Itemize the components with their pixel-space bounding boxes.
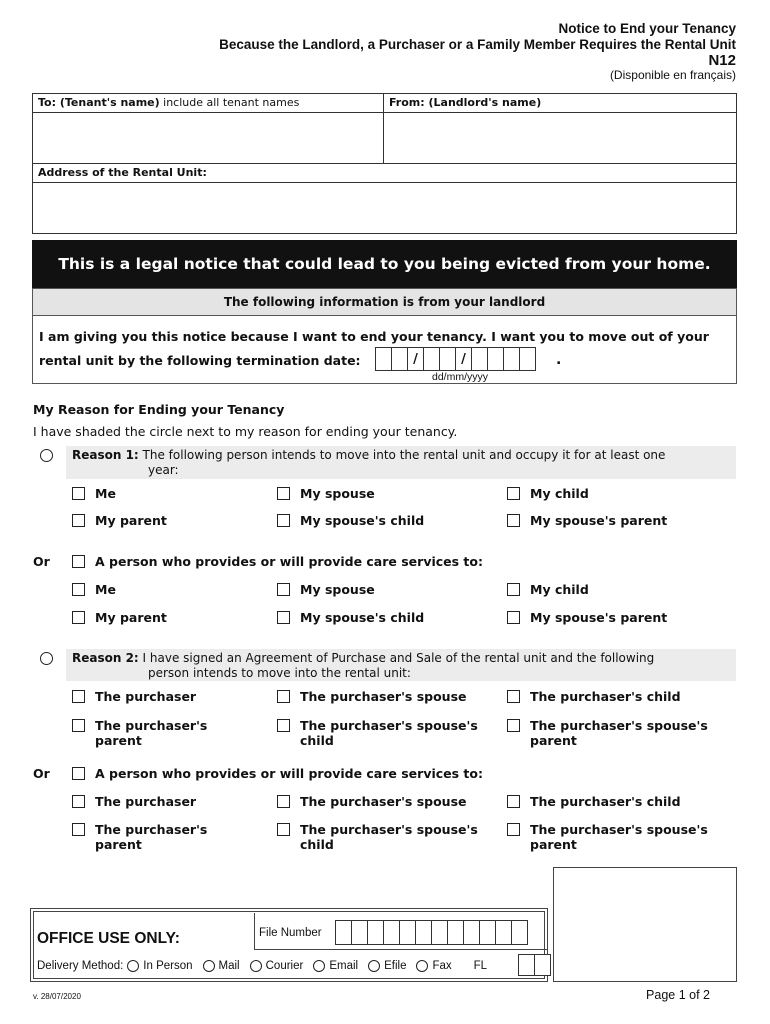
r1-care-option[interactable]: [72, 554, 483, 569]
delivery-label: Delivery Method:: [37, 960, 124, 972]
delivery-option-label: Email: [329, 960, 359, 972]
option-label: My spouse: [300, 486, 375, 501]
reason-1-text: [72, 448, 665, 463]
file-number-cell[interactable]: [511, 920, 528, 945]
r1-option-parent[interactable]: [72, 513, 167, 528]
option-label-line: parent: [95, 837, 142, 852]
option-label: The purchaser's child: [530, 689, 681, 704]
to-label-bold: To: (Tenant's name): [38, 96, 160, 109]
option-label-line: The purchaser's: [95, 822, 208, 837]
checkbox[interactable]: [72, 823, 85, 836]
option-label: My child: [530, 486, 589, 501]
date-slash: /: [407, 347, 424, 371]
option-label: Me: [95, 486, 116, 501]
file-number-cell[interactable]: [399, 920, 416, 945]
checkbox[interactable]: [277, 719, 290, 732]
reasons-subtitle: I have shaded the circle next to my reason for ending your tenancy.: [33, 424, 458, 439]
info-bar: The following information is from your landlord: [32, 288, 737, 316]
r2-option-spouse-child[interactable]: [277, 718, 478, 748]
reason-1-line-1: The following person intends to move into the rental unit and occupy it for at least one: [138, 448, 666, 462]
fl-field[interactable]: [518, 954, 550, 976]
date-cell[interactable]: [423, 347, 440, 371]
checkbox[interactable]: [277, 514, 290, 527]
r1-care-me[interactable]: [72, 582, 116, 597]
date-cell[interactable]: [391, 347, 408, 371]
checkbox[interactable]: [72, 795, 85, 808]
checkbox[interactable]: [72, 719, 85, 732]
checkbox[interactable]: [507, 823, 520, 836]
option-label-line: child: [300, 837, 334, 852]
date-cell[interactable]: [519, 347, 536, 371]
r1-option-child[interactable]: [507, 486, 589, 501]
r1-care-spouse[interactable]: [277, 582, 375, 597]
checkbox[interactable]: [277, 823, 290, 836]
checkbox[interactable]: [277, 611, 290, 624]
r1-option-spouse[interactable]: [277, 486, 375, 501]
reason-2-line-2: person intends to move into the rental unit:: [148, 666, 411, 680]
option-label: My spouse's parent: [530, 513, 668, 528]
file-number-cell[interactable]: [383, 920, 400, 945]
reason-1-label: Reason 1:: [72, 448, 139, 462]
r1-option-me[interactable]: [72, 486, 116, 501]
file-number-cell[interactable]: [463, 920, 480, 945]
file-number-cell[interactable]: [447, 920, 464, 945]
fl-label: FL: [473, 960, 488, 972]
checkbox[interactable]: [277, 690, 290, 703]
legal-notice-banner: This is a legal notice that could lead to you being evicted from your home.: [32, 240, 737, 288]
option-label: My spouse: [300, 582, 375, 597]
r2-option-spouse-parent[interactable]: [507, 718, 708, 748]
reason-2-line-1: I have signed an Agreement of Purchase and Sale of the rental unit and the following: [138, 651, 655, 665]
parties-box: [32, 93, 737, 164]
to-label: [38, 96, 299, 109]
checkbox[interactable]: [72, 555, 85, 568]
r2-option-purchaser-child[interactable]: [507, 689, 681, 704]
reason-1-line-2: year:: [148, 463, 179, 477]
option-label-line: parent: [95, 733, 142, 748]
from-label: From: (Landlord's name): [389, 96, 542, 109]
page-number: Page 1 of 2: [646, 988, 710, 1002]
file-number-cell[interactable]: [431, 920, 448, 945]
file-number-cell[interactable]: [415, 920, 432, 945]
form-code: N12: [708, 52, 736, 69]
file-number-field[interactable]: [335, 920, 527, 945]
option-label: A person who provides or will provide care services to:: [95, 766, 483, 781]
option-label-line: child: [300, 733, 334, 748]
r2-care-purchaser[interactable]: [72, 794, 196, 809]
address-label: Address of the Rental Unit:: [38, 166, 207, 179]
checkbox[interactable]: [277, 487, 290, 500]
option-label: My spouse's child: [300, 610, 425, 625]
office-use-title: OFFICE USE ONLY:: [37, 930, 180, 947]
r2-care-purchaser-spouse[interactable]: [277, 794, 467, 809]
r2-care-purchaser-child[interactable]: [507, 794, 681, 809]
date-slash: /: [455, 347, 472, 371]
r1-care-child[interactable]: [507, 582, 589, 597]
file-number-cell[interactable]: [367, 920, 384, 945]
option-label-line: The purchaser's spouse's: [300, 822, 478, 837]
delivery-option-label: Courier: [265, 960, 304, 972]
option-label: The purchaser: [95, 794, 197, 809]
file-number-cell[interactable]: [335, 920, 352, 945]
option-label: [300, 718, 478, 748]
or-label: Or: [33, 554, 50, 569]
delivery-option-label: Fax: [432, 960, 452, 972]
checkbox[interactable]: [277, 795, 290, 808]
r2-care-option[interactable]: [72, 766, 483, 781]
r1-option-spouse-parent[interactable]: [507, 513, 667, 528]
option-label: The purchaser's spouse: [300, 794, 467, 809]
option-label: My spouse's child: [300, 513, 425, 528]
reason-2-text: [72, 651, 654, 666]
checkbox[interactable]: [507, 514, 520, 527]
r1-option-spouse-child[interactable]: [277, 513, 424, 528]
option-label: Me: [95, 582, 116, 597]
address-field[interactable]: [35, 184, 734, 231]
file-number-cell[interactable]: [495, 920, 512, 945]
termination-date-field[interactable]: [375, 347, 535, 371]
option-label: The purchaser's spouse: [300, 689, 467, 704]
checkbox[interactable]: [507, 487, 520, 500]
checkbox[interactable]: [507, 611, 520, 624]
stamp-box: [553, 867, 737, 982]
checkbox[interactable]: [507, 795, 520, 808]
version-label: v. 28/07/2020: [33, 992, 81, 1001]
form-title: Notice to End your Tenancy: [558, 21, 736, 36]
delivery-method-row: [37, 960, 497, 972]
r2-care-purchaser-parent[interactable]: [72, 822, 207, 852]
checkbox[interactable]: [507, 719, 520, 732]
checkbox[interactable]: [72, 611, 85, 624]
date-cell[interactable]: [471, 347, 488, 371]
option-label: [530, 718, 708, 748]
delivery-radio[interactable]: [368, 960, 380, 972]
r2-option-purchaser-spouse[interactable]: [277, 689, 467, 704]
delivery-radio[interactable]: [313, 960, 325, 972]
r1-care-spouse-parent[interactable]: [507, 610, 667, 625]
delivery-option-label: In Person: [143, 960, 193, 972]
checkbox[interactable]: [72, 487, 85, 500]
tenant-name-field[interactable]: [35, 114, 380, 162]
fl-cell[interactable]: [518, 954, 535, 976]
office-use-inner: [33, 911, 545, 979]
option-label: My spouse's parent: [530, 610, 668, 625]
date-cell[interactable]: [503, 347, 520, 371]
checkbox[interactable]: [72, 690, 85, 703]
option-label-line: parent: [530, 733, 577, 748]
checkbox[interactable]: [507, 583, 520, 596]
date-cell[interactable]: [487, 347, 504, 371]
checkbox[interactable]: [72, 583, 85, 596]
r2-option-purchaser-parent[interactable]: [72, 718, 207, 748]
reason-2-label: Reason 2:: [72, 651, 139, 665]
option-label: [95, 718, 207, 748]
r2-option-purchaser[interactable]: [72, 689, 196, 704]
delivery-option-label: Efile: [384, 960, 407, 972]
office-use-box: [30, 908, 548, 982]
option-label-line: The purchaser's spouse's: [530, 718, 708, 733]
date-cell[interactable]: [375, 347, 392, 371]
parties-divider: [383, 94, 384, 163]
delivery-option-label: Mail: [218, 960, 240, 972]
file-number-cell[interactable]: [479, 920, 496, 945]
file-number-label: File Number: [259, 927, 322, 939]
option-label: My parent: [95, 610, 167, 625]
reasons-title: My Reason for Ending your Tenancy: [33, 402, 285, 417]
checkbox[interactable]: [277, 583, 290, 596]
notice-line-2: rental unit by the following termination date:: [39, 353, 361, 368]
checkbox[interactable]: [72, 514, 85, 527]
french-link[interactable]: (Disponible en français): [609, 68, 736, 82]
option-label-line: The purchaser's spouse's: [300, 718, 478, 733]
to-label-rest: include all tenant names: [159, 96, 300, 109]
file-number-box: [254, 913, 548, 950]
file-number-cell[interactable]: [351, 920, 368, 945]
r2-care-spouse-child[interactable]: [277, 822, 478, 852]
option-label: My parent: [95, 513, 167, 528]
r1-care-parent[interactable]: [72, 610, 167, 625]
checkbox[interactable]: [507, 690, 520, 703]
delivery-radio[interactable]: [127, 960, 139, 972]
date-cell[interactable]: [439, 347, 456, 371]
delivery-radio[interactable]: [250, 960, 262, 972]
r2-care-spouse-parent[interactable]: [507, 822, 708, 852]
option-label: The purchaser's child: [530, 794, 681, 809]
or-label: Or: [33, 766, 50, 781]
option-label-line: The purchaser's: [95, 718, 208, 733]
option-label: My child: [530, 582, 589, 597]
notice-line-1: I am giving you this notice because I want to end your tenancy. I want you to move out of your: [39, 329, 709, 344]
reason-2-radio[interactable]: [40, 652, 53, 665]
address-box: [32, 164, 737, 234]
option-label-line: parent: [530, 837, 577, 852]
option-label: [300, 822, 478, 852]
date-format-hint: dd/mm/yyyy: [432, 371, 489, 383]
checkbox[interactable]: [72, 767, 85, 780]
landlord-name-field[interactable]: [386, 114, 734, 162]
option-label: The purchaser: [95, 689, 197, 704]
date-period: .: [556, 352, 562, 368]
delivery-radio[interactable]: [416, 960, 428, 972]
option-label: [530, 822, 708, 852]
option-label: [95, 822, 207, 852]
option-label: A person who provides or will provide care services to:: [95, 554, 483, 569]
delivery-radio[interactable]: [203, 960, 215, 972]
reason-1-radio[interactable]: [40, 449, 53, 462]
form-subtitle: Because the Landlord, a Purchaser or a Family Member Requires the Rental Unit: [219, 37, 736, 52]
r1-care-spouse-child[interactable]: [277, 610, 424, 625]
fl-cell[interactable]: [534, 954, 551, 976]
option-label-line: The purchaser's spouse's: [530, 822, 708, 837]
